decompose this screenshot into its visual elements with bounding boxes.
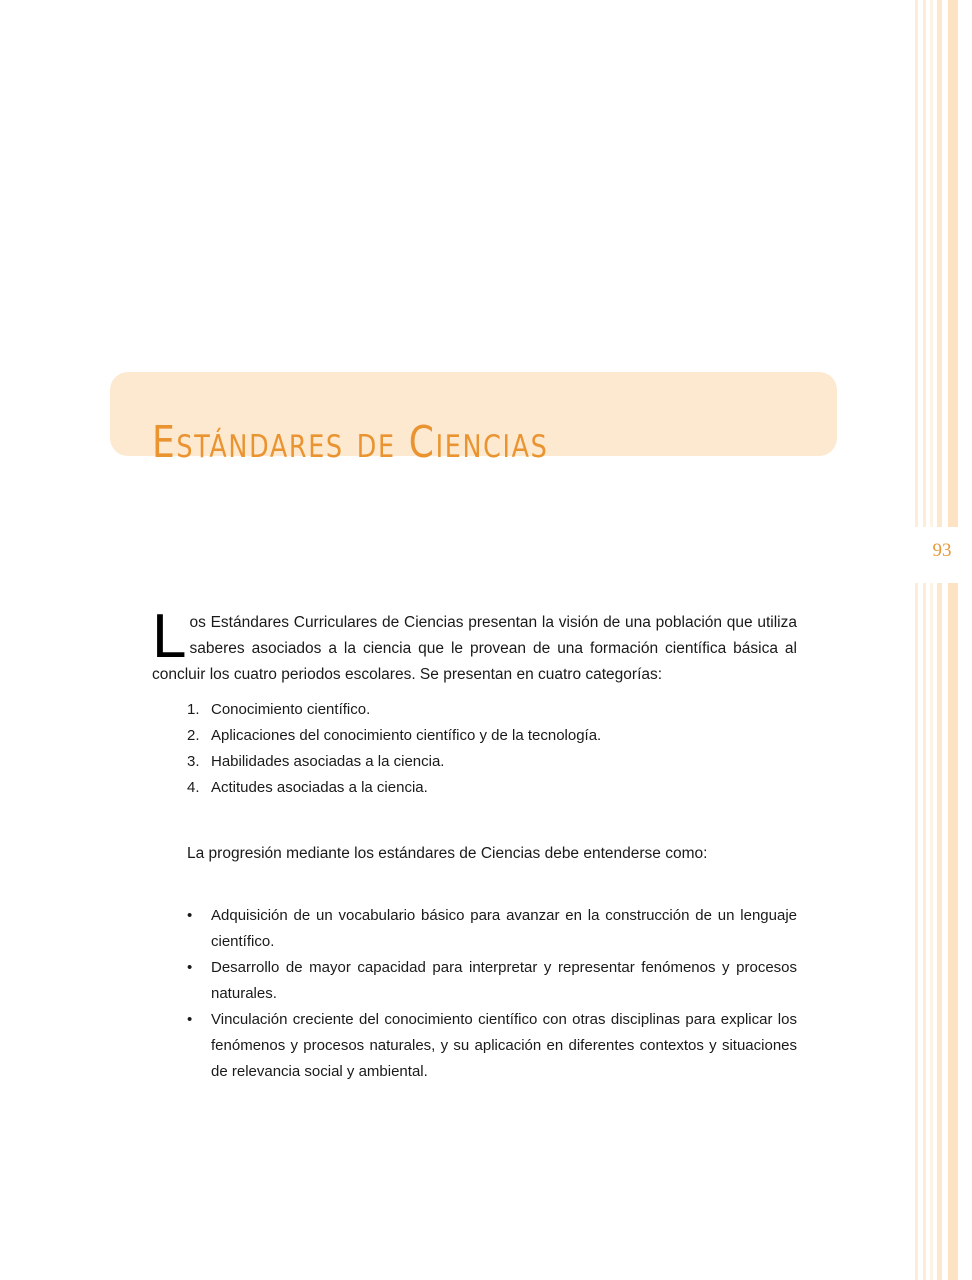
- bullet-icon: •: [187, 907, 193, 924]
- bullet-text: Vinculación creciente del conocimiento científico con otras disciplinas para explicar los fenómenos y procesos naturales, y su aplicación en diferentes contextos y situaciones de relevancia social y ambiental.: [211, 1011, 797, 1080]
- list-number: 1.: [187, 701, 200, 718]
- bullet-icon: •: [187, 959, 193, 976]
- list-text: Habilidades asociadas a la ciencia.: [211, 753, 445, 770]
- bullet-text: Desarrollo de mayor capacidad para interpretar y representar fenómenos y procesos naturales.: [211, 959, 797, 1002]
- section-title-banner: [110, 372, 837, 469]
- margin-stripes-bottom: [912, 583, 972, 1280]
- progression-bullets: [187, 903, 797, 1085]
- list-item: [187, 697, 807, 723]
- bullet-icon: •: [187, 1011, 193, 1028]
- categories-list: [187, 697, 807, 801]
- list-item: [187, 723, 807, 749]
- list-item: [187, 775, 807, 801]
- margin-stripes-top: [912, 0, 972, 527]
- progression-paragraph: La progresión mediante los estándares de Ciencias debe entenderse como:: [187, 844, 708, 862]
- intro-text: os Estándares Curriculares de Ciencias presentan la visión de una población que utiliza saberes asociados a la ciencia que le provean de una formación científica básica al concluir los cuatro periodos escolares. Se presentan en cuatro categorías:: [152, 613, 797, 683]
- section-title: Estándares de Ciencias: [152, 417, 549, 469]
- bullet-item: [187, 1007, 797, 1085]
- bullet-item: [187, 903, 797, 955]
- intro-paragraph: [152, 601, 797, 688]
- list-text: Actitudes asociadas a la ciencia.: [211, 779, 428, 796]
- list-number: 4.: [187, 779, 200, 796]
- drop-cap: L: [152, 601, 187, 671]
- list-number: 3.: [187, 753, 200, 770]
- list-number: 2.: [187, 727, 200, 744]
- page-number: 93: [932, 540, 952, 561]
- bullet-text: Adquisición de un vocabulario básico para avanzar en la construcción de un lenguaje científico.: [211, 907, 797, 950]
- list-text: Aplicaciones del conocimiento científico y de la tecnología.: [211, 727, 602, 744]
- bullet-item: [187, 955, 797, 1007]
- list-text: Conocimiento científico.: [211, 701, 371, 718]
- list-item: [187, 749, 807, 775]
